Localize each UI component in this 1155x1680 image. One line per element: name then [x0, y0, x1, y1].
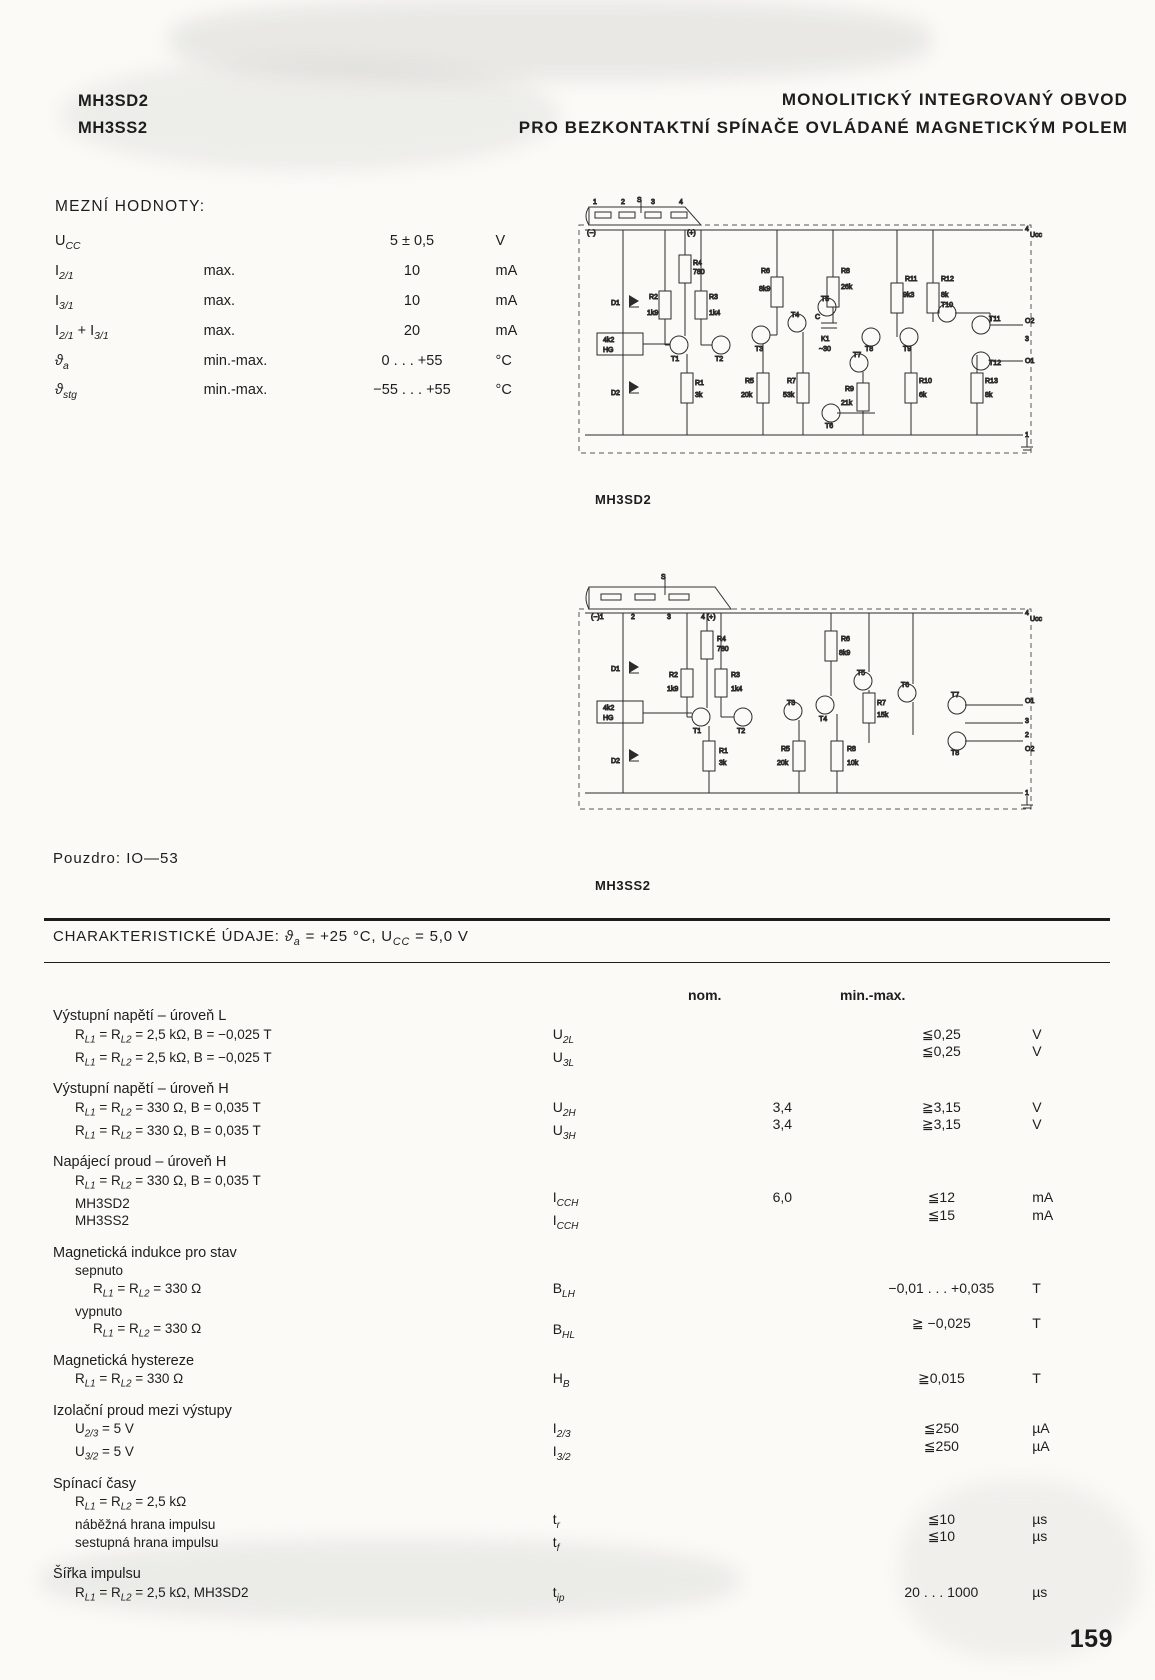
limits-value: 20: [403, 322, 421, 339]
limits-unit: °C: [495, 352, 512, 369]
condition-text: $U_{3/2} = 5$ V: [75, 1444, 134, 1464]
svg-text:3: 3: [1025, 718, 1029, 725]
table-row: [55, 348, 555, 378]
parameter-symbol: $U_{2L}$: [552, 1025, 575, 1046]
svg-text:3: 3: [667, 614, 671, 621]
limits-unit: V: [495, 233, 506, 249]
svg-text:C: C: [815, 314, 821, 321]
limits-symbol: $ϑ_a$: [55, 352, 69, 372]
svg-text:3k: 3k: [719, 760, 727, 767]
svg-text:D1: D1: [611, 300, 620, 307]
value-nom: 6,0: [772, 1189, 793, 1206]
scan-artifact: [170, 0, 930, 80]
limits-condition: max.: [203, 322, 235, 339]
svg-text:R8: R8: [847, 746, 856, 753]
svg-text:2: 2: [1025, 732, 1029, 739]
value-unit: µs: [1032, 1583, 1048, 1600]
state-label: sepnuto: [75, 1263, 124, 1279]
svg-text:T5: T5: [857, 670, 866, 677]
svg-text:R6: R6: [841, 636, 850, 643]
limits-unit: mA: [495, 292, 518, 309]
svg-text:1: 1: [1025, 432, 1029, 439]
table-row: [55, 288, 555, 318]
svg-text:T6: T6: [825, 423, 834, 430]
page-title: [519, 86, 1128, 142]
svg-text:T9: T9: [903, 346, 912, 353]
svg-text:T1: T1: [693, 728, 702, 735]
value-minmax: 20 . . . 1000: [904, 1583, 979, 1600]
svg-text:R4: R4: [693, 260, 702, 267]
condition-text: $R_{L1} = R_{L2} = 2,5$ kΩ: [75, 1494, 187, 1513]
table-row: [53, 1403, 1113, 1467]
parameter-symbol: $I_{3/2}$: [552, 1443, 571, 1464]
group-heading: Izolační proud mezi výstupy: [53, 1402, 232, 1419]
svg-text:O1: O1: [1025, 358, 1035, 365]
divider-top: [44, 918, 1110, 921]
table-row: [53, 1353, 1113, 1394]
svg-text:8k: 8k: [941, 292, 949, 299]
svg-text:4: 4: [1025, 226, 1029, 233]
svg-text:Ucc: Ucc: [1030, 232, 1043, 239]
condition-text: $R_{L1} = R_{L2} = 330$ Ω, B = 0,035 T: [75, 1122, 261, 1142]
svg-text:T2: T2: [737, 728, 746, 735]
condition-text: $R_{L1} = R_{L2} = 2,5$ kΩ, MH3SD2: [75, 1584, 249, 1604]
parameter-symbol: $U_{3L}$: [552, 1048, 575, 1069]
svg-text:4: 4: [679, 199, 683, 206]
svg-text:(−): (−): [587, 230, 596, 237]
svg-text:(+): (+): [687, 230, 696, 237]
group-heading: Magnetická indukce pro stav: [53, 1244, 237, 1261]
value-minmax: ≦250: [923, 1437, 959, 1454]
condition-text: $R_{L1} = R_{L2} = 330$ Ω, B = 0,035 T: [75, 1172, 261, 1192]
column-header-nom: nom.: [688, 987, 722, 1003]
svg-text:T6: T6: [901, 682, 910, 689]
condition-text: $U_{2/3} = 5$ V: [75, 1421, 134, 1440]
svg-text:1: 1: [593, 199, 597, 206]
svg-text:~30: ~30: [819, 346, 831, 353]
svg-text:K1: K1: [821, 336, 830, 343]
value-unit: µs: [1032, 1510, 1048, 1527]
condition-text: $R_{L1} = R_{L2} = 330$ Ω: [75, 1371, 184, 1391]
svg-text:D2: D2: [611, 758, 620, 765]
svg-text:R5: R5: [781, 746, 790, 753]
value-minmax: ≦0,25: [921, 1043, 961, 1059]
svg-text:R11: R11: [905, 276, 918, 283]
svg-text:1k4: 1k4: [709, 310, 721, 317]
value-unit: T: [1032, 1314, 1041, 1331]
svg-text:3: 3: [1025, 336, 1029, 343]
table-row: [55, 258, 555, 288]
limits-condition: [204, 228, 343, 258]
svg-text:R2: R2: [669, 672, 678, 679]
svg-text:15k: 15k: [877, 712, 889, 719]
svg-text:R5: R5: [745, 378, 754, 385]
svg-text:T1: T1: [671, 356, 680, 363]
condition-text: sestupná hrana impulsu: [75, 1534, 219, 1550]
value-minmax: ≦250: [923, 1420, 959, 1437]
svg-text:1k9: 1k9: [667, 686, 679, 693]
value-minmax: ≧3,15: [921, 1116, 961, 1133]
group-heading: Výstupní napětí – úroveň L: [53, 1008, 227, 1024]
svg-text:R6: R6: [761, 268, 770, 275]
svg-text:T3: T3: [787, 700, 796, 707]
svg-text:R7: R7: [787, 378, 796, 385]
limits-symbol: $I_{2/1} + I_{3/1}$: [55, 322, 109, 342]
value-minmax: ≦15: [927, 1206, 955, 1223]
svg-text:20k: 20k: [741, 392, 753, 399]
svg-text:2: 2: [621, 199, 625, 206]
svg-text:T10: T10: [941, 302, 954, 309]
svg-text:R3: R3: [709, 294, 718, 301]
svg-text:3k: 3k: [695, 392, 703, 399]
characteristics-table: [53, 1008, 1113, 1607]
part-number-secondary: MH3SS2: [78, 119, 148, 137]
value-minmax: ≦12: [927, 1189, 955, 1206]
group-heading: Napájecí proud – úroveň H: [53, 1154, 227, 1171]
svg-text:O2: O2: [1025, 746, 1035, 753]
svg-text:D1: D1: [611, 666, 620, 673]
svg-text:R8: R8: [841, 268, 850, 275]
parameter-symbol: $B_{LH}$: [552, 1279, 575, 1300]
schematic-caption-2: MH3SS2: [595, 878, 651, 893]
table-row: [53, 1008, 1113, 1072]
state-label: vypnuto: [75, 1303, 123, 1319]
value-minmax: ≦10: [927, 1528, 955, 1545]
svg-text:53k: 53k: [783, 392, 795, 399]
parameter-symbol: $t_f$: [552, 1534, 560, 1554]
value-minmax: ≧ −0,025: [911, 1314, 971, 1331]
svg-text:8k9: 8k9: [759, 286, 771, 293]
table-row: [55, 318, 555, 348]
limits-condition: min.-max.: [203, 382, 268, 399]
value-minmax: −0,01 . . . +0,035: [888, 1279, 995, 1296]
value-minmax: ≧0,015: [917, 1370, 965, 1387]
group-heading: Spínací časy: [53, 1475, 137, 1492]
value-nom: 3,4: [772, 1098, 793, 1115]
svg-text:4k2: 4k2: [603, 705, 615, 712]
table-row: [53, 1081, 1113, 1145]
svg-text:8k9: 8k9: [839, 650, 851, 657]
schematic-caption-1: MH3SD2: [595, 492, 652, 507]
svg-text:R2: R2: [649, 294, 658, 301]
condition-text: MH3SD2: [75, 1195, 130, 1211]
value-nom: 3,4: [772, 1116, 793, 1133]
svg-text:Ucc: Ucc: [1030, 616, 1043, 623]
limits-value: 5 ± 0,5: [389, 233, 435, 249]
svg-text:R10: R10: [919, 378, 932, 385]
svg-text:780: 780: [717, 646, 729, 653]
svg-text:D2: D2: [611, 390, 620, 397]
value-unit: V: [1032, 1116, 1042, 1133]
svg-text:R3: R3: [731, 672, 740, 679]
condition-text: $R_{L1} = R_{L2} = 330$ Ω: [93, 1280, 202, 1300]
limits-condition: max.: [203, 262, 235, 279]
part-number-block: [78, 88, 149, 142]
table-row: [55, 377, 555, 407]
limits-value: 0 . . . +55: [381, 352, 443, 369]
parameter-symbol: $U_{3H}$: [552, 1121, 576, 1142]
group-heading: Šířka impulsu: [53, 1566, 141, 1583]
svg-text:T7: T7: [853, 352, 862, 359]
svg-text:T12: T12: [989, 360, 1002, 367]
svg-text:O2: O2: [1025, 318, 1035, 325]
value-unit: T: [1032, 1279, 1041, 1296]
condition-text: $R_{L1} = R_{L2} = 2,5$ kΩ, B = −0,025 T: [75, 1049, 272, 1069]
table-row: [53, 1476, 1113, 1558]
svg-text:4 (+): 4 (+): [701, 614, 716, 621]
svg-text:R1: R1: [695, 380, 704, 387]
limits-symbol: $U_{CC}$: [55, 233, 81, 252]
svg-text:R4: R4: [717, 636, 726, 643]
svg-text:9k3: 9k3: [903, 292, 915, 299]
parameter-symbol: $I_{CCH}$: [552, 1189, 579, 1209]
condition-text: $R_{L1} = R_{L2} = 330$ Ω: [93, 1321, 202, 1341]
svg-text:R1: R1: [719, 748, 728, 755]
svg-text:4: 4: [1025, 610, 1029, 617]
svg-text:(−)1: (−)1: [591, 614, 604, 621]
table-row: [53, 1154, 1113, 1236]
condition-text: MH3SS2: [75, 1213, 130, 1229]
limits-value: −55 . . . +55: [373, 382, 451, 399]
limits-value: 10: [403, 262, 421, 279]
svg-text:R13: R13: [985, 378, 998, 385]
svg-text:T7: T7: [951, 692, 960, 699]
value-unit: V: [1032, 1043, 1042, 1059]
value-unit: V: [1032, 1098, 1042, 1115]
parameter-symbol: $B_{HL}$: [552, 1320, 575, 1341]
limits-value: 10: [403, 292, 421, 309]
svg-text:HG: HG: [603, 715, 614, 722]
svg-text:S: S: [637, 197, 642, 204]
page-title-line2: PRO BEZKONTAKTNÍ SPÍNAČE OVLÁDANÉ MAGNETICKÝM POLEM: [518, 118, 1128, 137]
value-minmax: ≦0,25: [921, 1025, 961, 1042]
divider-under-title: [44, 962, 1110, 963]
parameter-symbol: $U_{2H}$: [552, 1098, 576, 1119]
svg-text:S: S: [661, 574, 666, 581]
part-number-primary: MH3SD2: [78, 92, 149, 110]
svg-text:26k: 26k: [841, 284, 853, 291]
svg-text:HG: HG: [603, 347, 614, 354]
table-row: [53, 1566, 1113, 1607]
table-row: [55, 228, 555, 258]
svg-text:T8: T8: [951, 750, 960, 757]
page-number: 159: [1069, 1625, 1113, 1653]
condition-text: náběžná hrana impulsu: [75, 1517, 216, 1533]
svg-text:T5: T5: [821, 296, 830, 303]
value-minmax: ≦10: [927, 1510, 955, 1527]
column-header-minmax: min.-max.: [840, 987, 906, 1003]
group-heading: Magnetická hystereze: [53, 1352, 195, 1369]
table-row: [53, 1245, 1113, 1344]
value-unit: mA: [1032, 1206, 1054, 1223]
parameter-symbol: $I_{2/3}$: [552, 1420, 571, 1440]
svg-text:T8: T8: [865, 346, 874, 353]
svg-text:4k2: 4k2: [603, 337, 615, 344]
limits-unit: mA: [495, 262, 518, 279]
svg-text:2: 2: [631, 614, 635, 621]
schematic-mh3sd2: [575, 195, 1043, 475]
svg-text:R7: R7: [877, 700, 886, 707]
value-unit: µA: [1032, 1420, 1050, 1437]
page-title-line1: MONOLITICKÝ INTEGROVANÝ OBVOD: [781, 90, 1128, 109]
svg-text:3: 3: [651, 199, 655, 206]
svg-text:T2: T2: [715, 356, 724, 363]
group-heading: Výstupní napětí – úroveň H: [53, 1081, 229, 1098]
svg-text:20k: 20k: [777, 760, 789, 767]
svg-text:21k: 21k: [841, 400, 853, 407]
limits-unit: °C: [495, 382, 512, 399]
svg-text:T4: T4: [791, 312, 800, 319]
limits-table: [55, 228, 555, 407]
limits-section-title: MEZNÍ HODNOTY:: [55, 198, 206, 215]
parameter-symbol: $t_{ip}$: [552, 1583, 565, 1604]
svg-text:1: 1: [1025, 790, 1029, 797]
limits-symbol: $ϑ_{stg}$: [55, 382, 77, 402]
svg-text:8k: 8k: [985, 392, 993, 399]
parameter-symbol: $I_{CCH}$: [552, 1212, 579, 1233]
limits-symbol: $I_{3/1}$: [55, 292, 74, 312]
svg-text:R12: R12: [941, 276, 954, 283]
svg-text:1k9: 1k9: [647, 310, 659, 317]
svg-text:O1: O1: [1025, 698, 1035, 705]
svg-text:780: 780: [693, 269, 705, 276]
parameter-symbol: $H_B$: [552, 1370, 570, 1391]
svg-text:6k: 6k: [919, 392, 927, 399]
svg-text:R9: R9: [845, 386, 854, 393]
value-unit: mA: [1032, 1189, 1054, 1206]
limits-condition: min.-max.: [203, 352, 268, 369]
value-unit: V: [1032, 1025, 1042, 1042]
limits-symbol: $I_{2/1}$: [55, 262, 74, 282]
svg-text:T3: T3: [755, 346, 764, 353]
limits-condition: max.: [203, 292, 235, 309]
svg-text:T4: T4: [819, 716, 828, 723]
package-label: Pouzdro: IO—53: [53, 850, 179, 867]
value-unit: µA: [1032, 1437, 1050, 1454]
value-unit: T: [1032, 1370, 1041, 1387]
condition-text: $R_{L1} = R_{L2} = 2,5$ kΩ, B = −0,025 T: [75, 1026, 272, 1046]
svg-text:1k4: 1k4: [731, 686, 743, 693]
condition-text: $R_{L1} = R_{L2} = 330$ Ω, B = 0,035 T: [75, 1099, 261, 1119]
value-minmax: ≧3,15: [921, 1098, 961, 1115]
characteristics-title: CHARAKTERISTICKÉ ÚDAJE: $ϑ_a = +25$ °C, $U_{CC} = 5,0$ V: [53, 928, 469, 948]
svg-text:T11: T11: [989, 316, 1001, 323]
limits-unit: mA: [495, 322, 518, 339]
parameter-symbol: $t_r$: [552, 1510, 560, 1531]
schematic-mh3ss2: [575, 565, 1043, 835]
value-unit: µs: [1032, 1528, 1048, 1545]
svg-text:10k: 10k: [847, 760, 859, 767]
